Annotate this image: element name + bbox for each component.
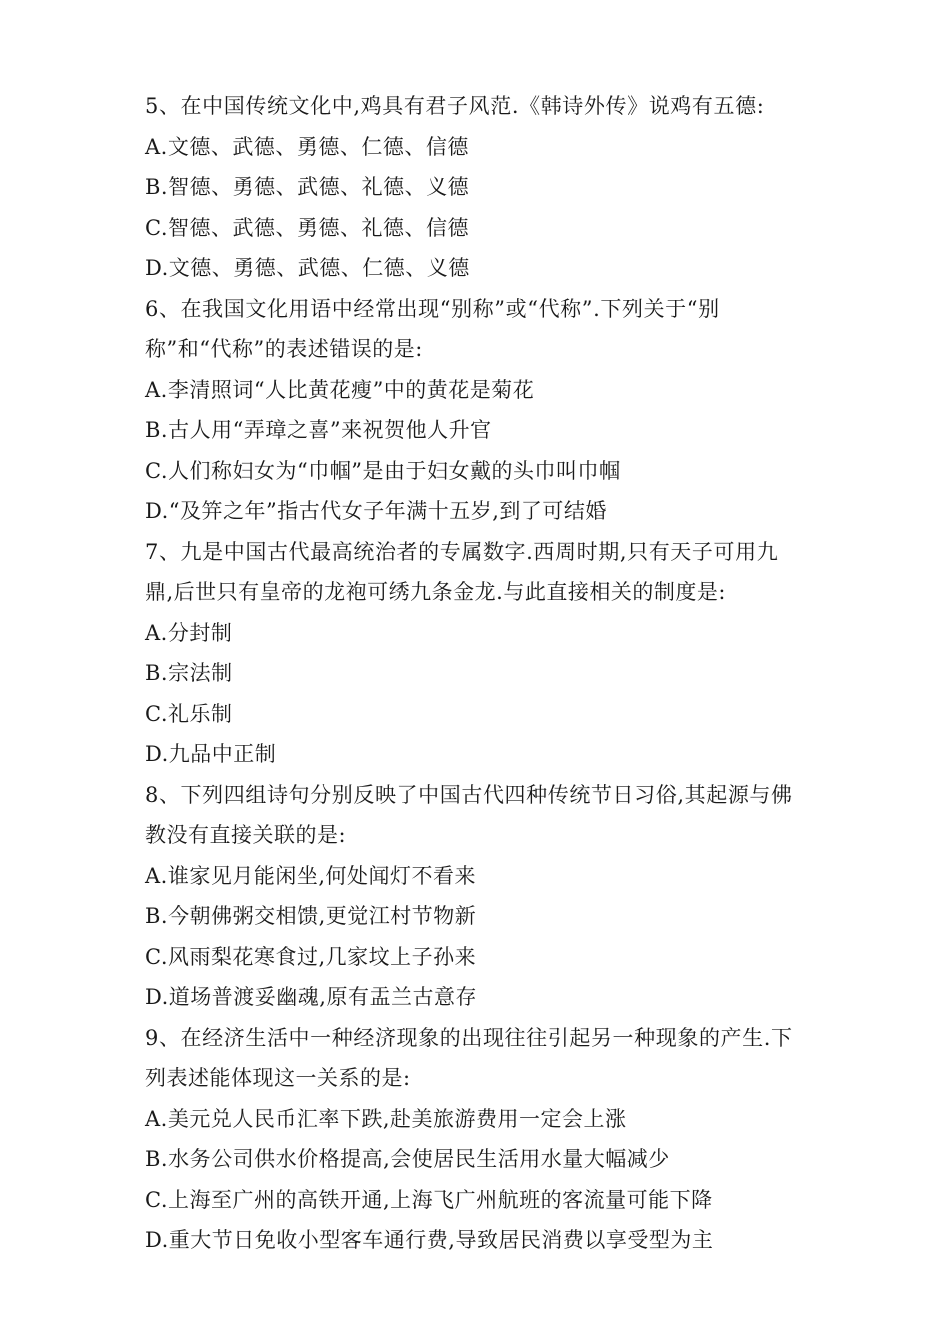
option-a: A.美元兑人民币汇率下跌,赴美旅游费用一定会上涨 (145, 1106, 627, 1131)
option-a: A.李清照词“人比黄花瘦”中的黄花是菊花 (145, 377, 535, 402)
question-stem: 5、在中国传统文化中,鸡具有君子风范.《韩诗外传》说鸡有五德: (145, 94, 765, 118)
question-stem: 7、九是中国古代最高统治者的专属数字.西周时期,只有天子可用九 (145, 539, 779, 564)
option-c: C.人们称妇女为“巾帼”是由于妇女戴的头巾叫巾帼 (145, 458, 621, 483)
question-stem: 8、下列四组诗句分别反映了中国古代四种传统节日习俗,其起源与佛 (145, 782, 793, 807)
option-d: D.“及笄之年”指古代女子年满十五岁,到了可结婚 (145, 499, 607, 523)
option-a: A.分封制 (145, 620, 233, 645)
option-a: A.谁家见月能闲坐,何处闻灯不看来 (145, 863, 477, 888)
question-8 (145, 775, 810, 1018)
option-d: D.重大节日免收小型客车通行费,导致居民消费以享受型为主 (145, 1228, 714, 1252)
question-stem: 6、在我国文化用语中经常出现“别称”或“代称”.下列关于“别 (145, 296, 720, 321)
option-b: B.宗法制 (145, 661, 233, 685)
question-stem-continued: 教没有直接关联的是: (145, 823, 347, 847)
question-stem-continued: 鼎,后世只有皇帝的龙袍可绣九条金龙.与此直接相关的制度是: (145, 580, 726, 604)
option-b: B.今朝佛粥交相馈,更觉江村节物新 (145, 904, 477, 928)
option-b: B.水务公司供水价格提高,会使居民生活用水量大幅减少 (145, 1147, 670, 1171)
question-6 (145, 289, 810, 532)
question-stem: 9、在经济生活中一种经济现象的出现往往引起另一种现象的产生.下 (145, 1025, 793, 1050)
question-stem-continued: 称”和“代称”的表述错误的是: (145, 337, 423, 361)
question-5 (145, 86, 810, 289)
document-page (145, 86, 810, 1261)
question-stem-continued: 列表述能体现这一关系的是: (145, 1066, 411, 1090)
option-b: B.古人用“弄璋之喜”来祝贺他人升官 (145, 418, 492, 442)
option-a: A.文德、武德、勇德、仁德、信德 (145, 134, 469, 159)
option-d: D.九品中正制 (145, 742, 277, 766)
option-b: B.智德、勇德、武德、礼德、义德 (145, 175, 470, 199)
option-d: D.文德、勇德、武德、仁德、义德 (145, 256, 470, 280)
question-7 (145, 532, 810, 775)
question-9 (145, 1018, 810, 1261)
option-c: C.风雨梨花寒食过,几家坟上子孙来 (145, 944, 477, 969)
option-c: C.上海至广州的高铁开通,上海飞广州航班的客流量可能下降 (145, 1187, 713, 1212)
option-c: C.智德、武德、勇德、礼德、信德 (145, 215, 469, 240)
option-d: D.道场普渡妥幽魂,原有盂兰古意存 (145, 985, 477, 1009)
option-c: C.礼乐制 (145, 701, 233, 726)
